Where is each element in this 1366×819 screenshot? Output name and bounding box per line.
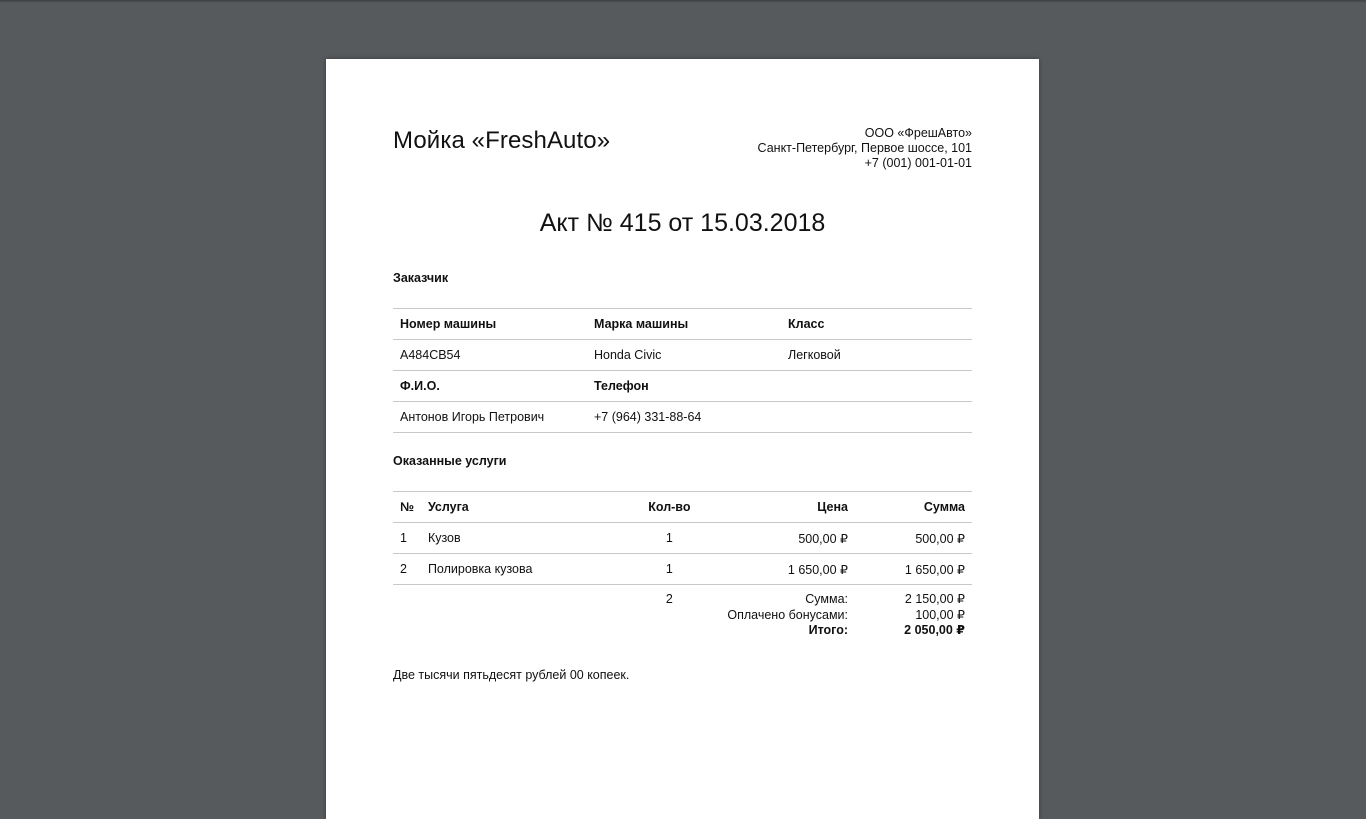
phone-value: +7 (964) 331-88-64 — [587, 402, 781, 433]
phone-header: Телефон — [587, 371, 781, 402]
car-class-header: Класс — [781, 309, 972, 340]
viewer-top-shadow — [0, 0, 1366, 3]
car-number-value: A484CB54 — [393, 340, 587, 371]
amount-in-words: Две тысячи пятьдесят рублей 00 копеек. — [393, 668, 630, 682]
qty-total: 2 — [665, 592, 673, 606]
price-header: Цена — [720, 492, 855, 523]
total-label: Итого: — [808, 623, 848, 637]
car-class-value: Легковой — [781, 340, 972, 371]
row-price: 500,00 ₽ — [720, 523, 855, 554]
sum-header: Сумма — [855, 492, 972, 523]
brand-title: Мойка «FreshAuto» — [393, 127, 611, 154]
customer-section-title: Заказчик — [393, 271, 449, 285]
row-service: Полировка кузова — [421, 554, 618, 585]
row-num: 2 — [393, 554, 421, 585]
table-row — [393, 402, 972, 433]
services-table — [393, 491, 972, 639]
car-number-header: Номер машины — [393, 309, 587, 340]
totals-values — [855, 585, 972, 639]
customer-table — [393, 308, 972, 433]
row-num: 1 — [393, 523, 421, 554]
company-info — [758, 126, 972, 171]
company-phone: +7 (001) 001-01-01 — [864, 156, 972, 170]
document-page — [326, 59, 1039, 819]
row-price: 1 650,00 ₽ — [720, 554, 855, 585]
table-header-row — [393, 492, 972, 523]
totals-row — [393, 585, 972, 639]
table-row — [393, 340, 972, 371]
service-header: Услуга — [421, 492, 618, 523]
full-name-header: Ф.И.О. — [393, 371, 587, 402]
num-header: № — [393, 492, 421, 523]
company-name: ООО «ФрешАвто» — [864, 126, 972, 140]
bonus-label: Оплачено бонусами: — [727, 607, 848, 622]
sum-label: Сумма: — [805, 592, 848, 606]
totals-labels — [720, 585, 855, 639]
row-sum: 500,00 ₽ — [855, 523, 972, 554]
car-brand-value: Honda Civic — [587, 340, 781, 371]
sum-value: 2 150,00 ₽ — [904, 592, 965, 606]
empty-cell — [393, 585, 421, 639]
row-qty: 1 — [618, 554, 720, 585]
total-value: 2 050,00 ₽ — [904, 623, 965, 637]
row-service: Кузов — [421, 523, 618, 554]
row-sum: 1 650,00 ₽ — [855, 554, 972, 585]
row-qty: 1 — [618, 523, 720, 554]
table-row — [393, 554, 972, 585]
table-row — [393, 523, 972, 554]
empty-cell — [781, 371, 972, 402]
act-title: Акт № 415 от 15.03.2018 — [539, 209, 826, 237]
table-row — [393, 371, 972, 402]
empty-cell — [781, 402, 972, 433]
empty-cell — [421, 585, 618, 639]
qty-header: Кол-во — [618, 492, 720, 523]
bonus-value: 100,00 ₽ — [915, 607, 965, 622]
full-name-value: Антонов Игорь Петрович — [393, 402, 587, 433]
car-brand-header: Марка машины — [587, 309, 781, 340]
services-section-title: Оказанные услуги — [393, 454, 507, 468]
table-row — [393, 309, 972, 340]
company-address: Санкт-Петербург, Первое шоссе, 101 — [757, 141, 972, 155]
